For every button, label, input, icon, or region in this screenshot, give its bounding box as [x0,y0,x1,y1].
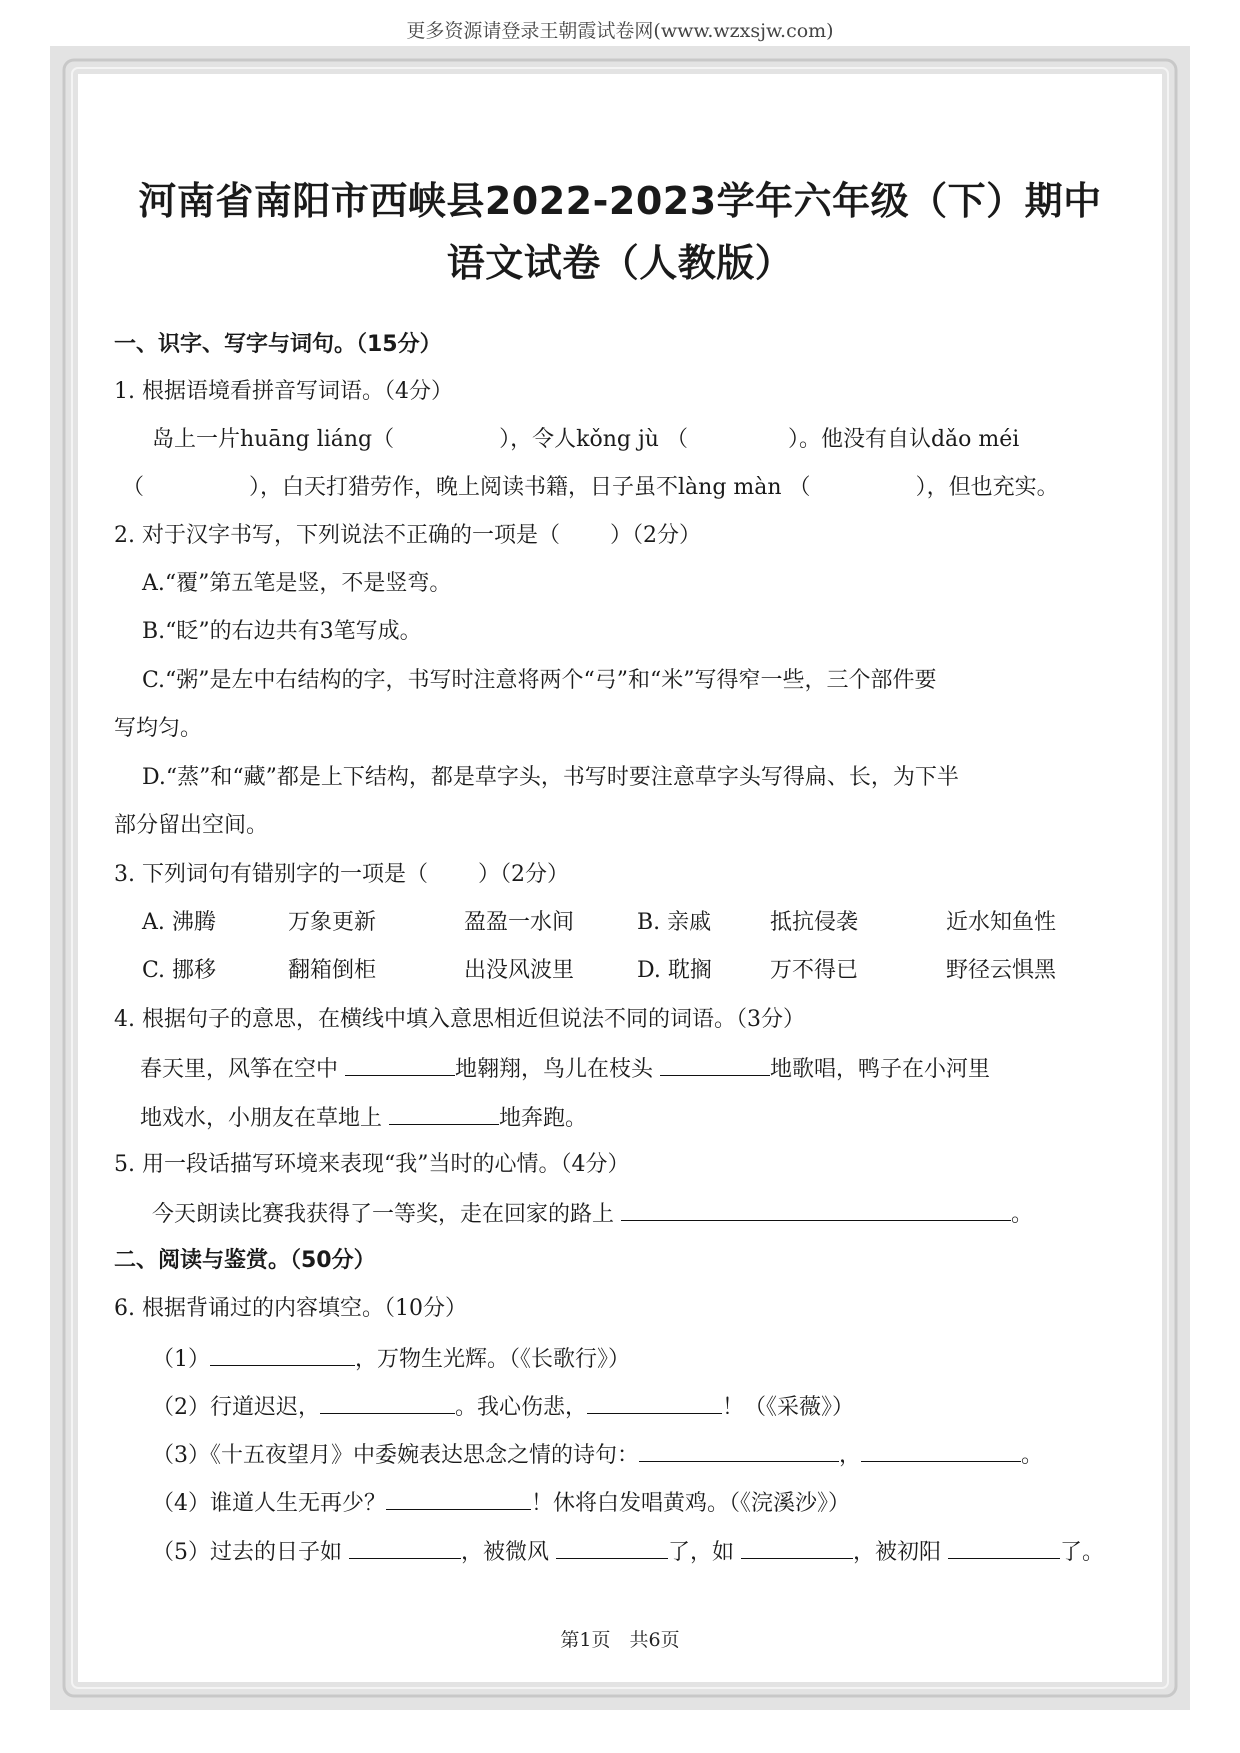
q1-line2-part-a: （ [122,475,145,500]
q3-stem [114,860,569,890]
section-2-heading: 二、阅读与鉴赏。（50分） [114,1248,376,1273]
q2-option-c-line2: 写均匀。 [114,716,203,741]
q4-line1-c: 地歌唱，鸭子在小河里 [770,1057,991,1082]
q3-r1-c4: B. 亲戚 [637,910,712,935]
q6-item2-b: 。我心伤悲， [455,1395,588,1420]
q6-item2-a: （2）行道迟迟， [152,1395,320,1420]
q2-stem [114,521,701,551]
q3-r1-c5: 抵抗侵袭 [770,910,859,935]
q6-item3-a: （3）《十五夜望月》中委婉表达思念之情的诗句： [152,1443,639,1468]
q3-stem-b: ）（2分） [477,862,569,887]
q1-line1 [152,425,1019,455]
q6-blank-7[interactable] [349,1536,461,1559]
q6-blank-1[interactable] [210,1343,355,1366]
q3-r2-c6: 野径云惧黑 [946,958,1057,983]
q6-blank-9[interactable] [741,1536,853,1559]
exam-sheet [78,74,1162,1682]
q6-item3 [152,1439,1043,1471]
q4-stem: 4. 根据句子的意思，在横线中填入意思相近但说法不同的词语。（3分） [114,1007,805,1032]
q6-blank-10[interactable] [948,1536,1060,1559]
q3-r2-c3: 出没风波里 [464,958,575,983]
q6-item4 [152,1487,850,1519]
q2-stem-a: 2. 对于汉字书写，下列说法不正确的一项是（ [114,523,560,548]
page-number-footer: 第1页 共6页 [560,1629,680,1651]
q6-item3-c: 。 [1021,1443,1044,1468]
q5-line1-a: 今天朗读比赛我获得了一等奖，走在回家的路上 [152,1202,615,1227]
header-note: 更多资源请登录王朝霞试卷网(www.wzxsjw.com) [406,20,834,42]
q3-r2-c5: 万不得已 [770,958,859,983]
q6-item3-b: ， [839,1443,862,1468]
q4-line1-a: 春天里，风筝在空中 [140,1057,339,1082]
q3-r2-c1: C. 挪移 [142,958,217,983]
q1-line1-part-b: ），令人kǒng jù （ [499,427,688,452]
q4-line1 [140,1053,990,1085]
q6-item2 [152,1391,854,1423]
q6-item5-d: ，被初阳 [853,1540,942,1565]
exam-title-line2: 语文试卷（人教版） [446,241,794,285]
q6-blank-8[interactable] [556,1536,668,1559]
q6-stem: 6. 根据背诵过的内容填空。（10分） [114,1296,467,1321]
q6-item2-c: ！（《采薇》） [722,1395,855,1420]
q6-item4-a: （4）谁道人生无再少？ [152,1491,386,1516]
q3-r2-c4: D. 耽搁 [637,958,712,983]
q2-option-d-line1: D.“蒸”和“藏”都是上下结构，都是草字头，书写时要注意草字头写得扁、长，为下半 [142,765,959,790]
q4-blank-3[interactable] [389,1102,499,1125]
q5-stem: 5. 用一段话描写环境来表现“我”当时的心情。（4分） [114,1152,630,1177]
q6-blank-2[interactable] [320,1391,455,1414]
q2-option-d-line2: 部分留出空间。 [114,813,269,838]
q6-item4-b: ！休将白发唱黄鸡。（《浣溪沙》） [531,1491,851,1516]
q3-r1-c3: 盈盈一水间 [464,910,575,935]
decorative-frame [50,46,1190,1710]
q3-r2-c2: 翻箱倒柜 [288,958,377,983]
q4-line2 [140,1102,587,1134]
q2-option-c-line1: C.“粥”是左中右结构的字，书写时注意将两个“弓”和“米”写得窄一些，三个部件要 [142,668,937,693]
exam-title-line1: 河南省南阳市西峡县2022-2023学年六年级（下）期中 [138,179,1102,223]
q4-blank-2[interactable] [660,1053,770,1076]
q6-item5-a: （5）过去的日子如 [152,1540,342,1565]
q4-line2-b: 地奔跑。 [499,1106,588,1131]
q5-blank[interactable] [621,1198,1011,1221]
q4-blank-1[interactable] [345,1053,455,1076]
q2-option-a: A.“覆”第五笔是竖，不是竖弯。 [142,571,452,596]
q1-line2-part-c: ），但也充实。 [915,475,1059,500]
q1-line1-part-c: ）。他没有自认dǎo méi [787,427,1020,452]
q3-r1-c2: 万象更新 [288,910,377,935]
q4-line2-a: 地戏水，小朋友在草地上 [140,1106,383,1131]
q2-option-b: B.“眨”的右边共有3笔写成。 [142,619,422,644]
q4-line1-b: 地翱翔，鸟儿在枝头 [455,1057,654,1082]
q6-blank-3[interactable] [587,1391,722,1414]
q3-r1-c6: 近水知鱼性 [946,910,1057,935]
q6-item5-b: ，被微风 [461,1540,550,1565]
q6-blank-4[interactable] [639,1439,839,1462]
q6-item1-a: （1） [152,1347,210,1372]
q6-item5-c: 了，如 [668,1540,735,1565]
q6-item1 [152,1343,630,1375]
q1-stem: 1. 根据语境看拼音写词语。（4分） [114,379,453,404]
q1-line1-part-a: 岛上一片huāng liáng（ [152,427,395,452]
q5-line1-b: 。 [1011,1202,1034,1227]
q5-line1 [152,1198,1033,1230]
q1-line2-part-b: ），白天打猎劳作，晚上阅读书籍，日子虽不làng màn （ [249,475,811,500]
q6-item1-b: ，万物生光辉。（《长歌行》） [355,1347,631,1372]
section-1-heading: 一、识字、写字与词句。（15分） [114,332,442,357]
q6-item5-e: 了。 [1060,1540,1105,1565]
q2-stem-b: ）（2分） [610,523,701,548]
q6-blank-6[interactable] [386,1487,531,1510]
q6-blank-5[interactable] [861,1439,1021,1462]
q1-line2 [122,473,1059,503]
q3-stem-a: 3. 下列词句有错别字的一项是（ [114,862,428,887]
q6-item5 [152,1536,1104,1568]
q3-r1-c1: A. 沸腾 [142,910,216,935]
